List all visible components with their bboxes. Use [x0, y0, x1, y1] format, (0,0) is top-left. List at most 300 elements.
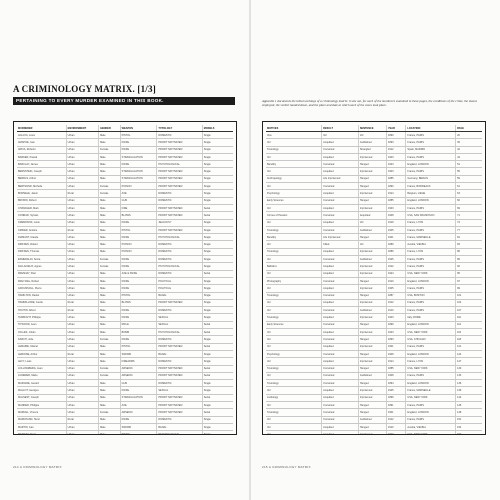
table-cell: Ballistics — [266, 263, 322, 269]
table-cell: Early Sciences — [266, 198, 322, 204]
table-cell: KNIFE — [121, 234, 158, 240]
table-cell: Guillotined — [359, 307, 387, 313]
table-cell: POLITICAL — [157, 285, 202, 291]
table-cell: Single — [203, 418, 211, 422]
table-cell: CREMONINI, Louis — [17, 220, 67, 226]
table-cell: Rural — [67, 417, 99, 423]
table-cell: Belgium, LIEGE — [406, 190, 456, 196]
table-cell: KNIFE — [121, 336, 158, 342]
table-cell: ARFIA, Roberto — [17, 147, 67, 153]
table-cell: Single — [203, 133, 211, 137]
table-row — [17, 139, 233, 146]
table-cell: Urban — [67, 293, 99, 299]
table-cell: Convicted — [322, 366, 359, 372]
table-cell: Vol — [266, 139, 322, 145]
table-row — [266, 205, 482, 212]
table-cell: Male — [99, 176, 121, 182]
table-cell: Acquitted — [322, 300, 359, 306]
table-header — [266, 125, 482, 132]
table-cell: Vol — [266, 358, 322, 364]
table-cell: Vol — [266, 271, 322, 277]
table-cell: 92 — [457, 264, 460, 268]
table-row — [266, 278, 482, 285]
table-cell: Guillotined — [359, 417, 387, 423]
table-cell: PROFIT MOTIVATED — [157, 154, 202, 160]
table-row — [17, 322, 233, 329]
table-cell: 1903 — [387, 154, 406, 160]
table-cell: Killed — [322, 241, 359, 247]
table-cell: BORSELE, Jason — [17, 190, 67, 196]
table-cell: 1893 — [387, 336, 406, 342]
table-row — [17, 417, 233, 424]
table-cell: CHANDLER, Mark — [17, 205, 67, 211]
table-row — [266, 366, 482, 373]
table-cell: Early Sciences — [266, 322, 322, 328]
table-cell: Urban — [67, 183, 99, 189]
table-cell: Single — [203, 352, 211, 356]
table-cell: DRIFFEN, Thomas — [17, 249, 67, 255]
table-cell: Vol — [359, 241, 387, 247]
table-cell: Rural — [67, 300, 99, 306]
table-cell: Urban — [67, 278, 99, 284]
table-cell: England, LONDON — [406, 409, 456, 415]
table-cell: Female — [99, 256, 121, 262]
table-cell: 89 — [457, 257, 460, 261]
table-row — [266, 234, 482, 241]
table-cell: MEISSAT, Henri — [17, 431, 67, 435]
table-cell: 1899 — [387, 395, 406, 401]
table-cell: Urban — [67, 198, 99, 204]
table-cell: Acquitted — [322, 205, 359, 211]
table-cell: Single — [203, 286, 211, 290]
table-cell: France, BORDEAUX — [406, 183, 456, 189]
table-row — [266, 212, 482, 219]
table-cell: Male — [99, 351, 121, 357]
table-cell: Psychology — [266, 190, 322, 196]
table-cell: PROFIT MOTIVATED — [157, 147, 202, 153]
table-cell: DOMESTIC — [157, 241, 202, 247]
table-cell: 110 — [457, 316, 462, 320]
table-cell: Male — [99, 139, 121, 145]
table-cell: Male — [99, 417, 121, 423]
table-cell: AMAPOE, Ivan — [17, 139, 67, 145]
table-cell: HAMMILLORE, Cecile — [17, 300, 67, 306]
table-cell: Psychology — [266, 351, 322, 357]
table-cell: 118 — [457, 337, 462, 341]
table-cell: Single — [203, 301, 211, 305]
table-cell: PISTOL — [121, 344, 158, 350]
table-cell: Spain, MADRID — [406, 147, 456, 153]
table-cell: Single — [203, 243, 211, 247]
table-cell: Single — [203, 235, 211, 239]
table-cell: Acquitted — [322, 271, 359, 277]
table-cell: 151 — [457, 418, 462, 422]
table-cell: KNIFE — [121, 314, 158, 320]
table-cell: Vol — [266, 285, 322, 291]
table-cell: Imprisoned — [359, 190, 387, 196]
table-cell: Male — [99, 314, 121, 320]
table-cell: HOUTIN, Alfred — [17, 307, 67, 313]
column-header: MOTIVES — [266, 125, 322, 131]
table-cell: Germany, BERLIN — [406, 176, 456, 182]
table-cell: Hanged — [359, 198, 387, 204]
table-row — [17, 147, 233, 154]
column-header: ENVIRONMENT — [67, 125, 99, 131]
table-cell: 1925 — [387, 387, 406, 393]
table-cell: KARCH, Julie — [17, 336, 67, 342]
table-cell: 1912 — [387, 300, 406, 306]
table-row — [266, 249, 482, 256]
table-cell: PROFIT MOTIVATED — [157, 373, 202, 379]
table-row — [266, 344, 482, 351]
table-cell: Acquitted — [322, 139, 359, 145]
table-cell: Convicted — [322, 198, 359, 204]
table-cell: France, PARIS — [406, 256, 456, 262]
table-cell: Female — [99, 409, 121, 415]
table-cell: USA, CHICAGO — [406, 336, 456, 342]
table-row — [266, 373, 482, 380]
table-cell: 63 — [457, 192, 460, 196]
table-cell: 1910 — [387, 307, 406, 313]
table-cell: Vol — [266, 154, 322, 160]
table-cell: Male — [99, 198, 121, 204]
table-cell: 145 — [457, 403, 462, 407]
table-cell: Male — [99, 168, 121, 174]
table-cell: Hanged — [359, 424, 387, 430]
table-cell: 81 — [457, 235, 460, 239]
table-cell: Vol — [266, 220, 322, 226]
table-cell: Single — [203, 199, 211, 203]
table-cell: England, LONDON — [406, 278, 456, 284]
table-cell: France, PARIS — [406, 139, 456, 145]
table-cell: USA, SAN FRANCISCO — [406, 212, 456, 218]
table-cell: LEVY, Louis — [17, 358, 67, 364]
table-cell: PROFIT MOTIVATED — [157, 183, 202, 189]
table-cell: Single — [203, 221, 211, 225]
table-cell: Urban — [67, 373, 99, 379]
table-cell: Male — [99, 220, 121, 226]
table-cell: 59 — [457, 177, 460, 181]
table-cell: Toxicology — [266, 147, 322, 153]
table-cell: Female — [99, 263, 121, 269]
table-cell: Convicted — [322, 351, 359, 357]
table-cell: POISON — [121, 183, 158, 189]
table-cell: Urban — [67, 263, 99, 269]
table-row — [17, 285, 233, 292]
table-cell: Banditry — [266, 161, 322, 167]
table-cell: MARCHAND, Henri — [17, 417, 67, 423]
table-cell: Male — [99, 278, 121, 284]
table-cell: 1901 — [387, 234, 406, 240]
table-cell: Male — [99, 293, 121, 299]
table-cell: Male — [99, 431, 121, 435]
table-cell: Single — [203, 257, 211, 261]
table-cell: 1908 — [387, 351, 406, 357]
table-cell: POISON — [121, 241, 158, 247]
table-row — [17, 154, 233, 161]
table-cell: Imprisoned — [359, 358, 387, 364]
table-cell: Acquitted — [322, 431, 359, 435]
table-cell: Urban — [67, 256, 99, 262]
table-cell: LOLLINGBERG, Jean — [17, 366, 67, 372]
table-row — [266, 132, 482, 139]
table-row — [266, 241, 482, 248]
table-cell: 154 — [457, 425, 462, 429]
table-row — [17, 314, 233, 321]
table-cell: Acquitted — [322, 249, 359, 255]
table-cell: Acquitted — [322, 329, 359, 335]
column-header: PAGE — [457, 126, 464, 130]
table-row — [266, 380, 482, 387]
table-cell: MALSEST, Joseph — [17, 395, 67, 401]
table-cell: CONRAD, Sylvain — [17, 212, 67, 218]
table-cell: 1919 — [387, 220, 406, 226]
table-cell: BARCLAY, James — [17, 161, 67, 167]
table-cell: BLOWS — [121, 212, 158, 218]
table-cell: Hanged — [359, 293, 387, 299]
table-cell: Anthropology — [266, 176, 322, 182]
table-row — [17, 424, 233, 431]
table-row — [17, 183, 233, 190]
table-cell: Vol — [266, 424, 322, 430]
table-cell: Serial — [203, 374, 211, 378]
table-cell: USA, BOSTON — [406, 293, 456, 299]
table-cell: Male — [99, 212, 121, 218]
table-cell: Single — [203, 162, 211, 166]
table-row — [266, 220, 482, 227]
table-row — [266, 409, 482, 416]
table-row — [266, 285, 482, 292]
table-cell: 104 — [457, 301, 462, 305]
table-cell: 44 — [457, 155, 460, 159]
table-cell: MAINGRE, Gerard — [17, 380, 67, 386]
table-cell: PISTOL — [121, 227, 158, 233]
table-cell: PROFIT MOTIVATED — [157, 409, 202, 415]
table-cell: Guillotined — [359, 256, 387, 262]
table-cell: 1901 — [387, 344, 406, 350]
table-cell: Urban — [67, 168, 99, 174]
table-cell: Rural — [67, 307, 99, 313]
table-cell: 1925 — [387, 256, 406, 262]
table-cell: Male — [99, 322, 121, 328]
column-header: MURDERER — [17, 125, 67, 131]
table-cell: Austria, VIENNA — [406, 424, 456, 430]
table-cell: 99 — [457, 286, 460, 290]
table-cell: ARSENIC — [121, 366, 158, 372]
table-cell: 1887 — [387, 293, 406, 299]
table-cell: LUDERER, Marie — [17, 373, 67, 379]
table-cell: Hanged — [359, 176, 387, 182]
table-cell: JEALOUSY — [157, 220, 202, 226]
table-cell: 1890 — [387, 132, 406, 138]
table-cell: AXE — [121, 190, 158, 196]
table-cell: Acquitted — [322, 344, 359, 350]
table-row — [17, 366, 233, 373]
table-cell: Urban — [67, 344, 99, 350]
table-cell: 42 — [457, 148, 460, 152]
table-cell: Acquitted — [359, 212, 387, 218]
table-cell: Hanged — [359, 234, 387, 240]
table-row — [17, 249, 233, 256]
table-cell: France, PARIS — [406, 402, 456, 408]
table-cell: 1908 — [387, 212, 406, 218]
table-cell: DRIFFEN, Robert — [17, 241, 67, 247]
table-cell: Hanged — [359, 380, 387, 386]
table-cell: HYWOOD, Jean — [17, 322, 67, 328]
table-cell: 74 — [457, 221, 460, 225]
table-cell: Imprisoned — [359, 329, 387, 335]
table-row — [17, 336, 233, 343]
table-cell: 1889 — [387, 241, 406, 247]
table-cell: Serial — [203, 323, 211, 327]
table-row — [17, 329, 233, 336]
table-cell: Vol — [359, 132, 387, 138]
table-cell: 121 — [457, 345, 462, 349]
table-cell: Single — [203, 294, 211, 298]
table-row — [266, 154, 482, 161]
table-cell: France, LYON — [406, 358, 456, 364]
table-cell: Imprisoned — [359, 285, 387, 291]
table-row — [266, 322, 482, 329]
table-cell: France, PARIS — [406, 154, 456, 160]
table-cell: Acquitted — [322, 220, 359, 226]
table-cell: Acquitted — [322, 387, 359, 393]
table-cell: POISON — [121, 249, 158, 255]
table-cell: 97 — [457, 279, 460, 283]
table-cell: Urban — [67, 147, 99, 153]
table-cell: Guillotined — [359, 227, 387, 233]
column-header: TYPOLOGY — [157, 125, 202, 131]
table-cell: 1914 — [387, 358, 406, 364]
table-cell: USA, NEW YORK — [406, 395, 456, 401]
left-page-footer: 214 A CRIMINOLOGY MATRIX — [13, 465, 62, 469]
table-cell: USA, NEW YORK — [406, 329, 456, 335]
table-cell: Male — [99, 205, 121, 211]
table-cell: France, PARIS — [406, 263, 456, 269]
table-cell: DOMESTIC — [157, 198, 202, 204]
table-cell: Convicted — [322, 227, 359, 233]
table-cell: STRANGULATION — [121, 395, 158, 401]
table-cell: Toxicology — [266, 293, 322, 299]
table-cell: 142 — [457, 396, 462, 400]
table-cell: Vol — [266, 344, 322, 350]
table-cell: Male — [99, 387, 121, 393]
table-cell: BANAL — [157, 293, 202, 299]
table-cell: Convicted — [322, 402, 359, 408]
table-cell: BERRLS, Arthur — [17, 176, 67, 182]
table-row — [17, 161, 233, 168]
table-cell: USA, NEW YORK — [406, 366, 456, 372]
table-cell: Single — [203, 192, 211, 196]
table-cell: 124 — [457, 352, 462, 356]
table-cell: Serial — [203, 213, 211, 217]
column-header: RESULT — [322, 125, 359, 131]
table-cell: HAMILTON, Daniel — [17, 293, 67, 299]
table-cell: MARTIN, Ivan — [17, 424, 67, 430]
table-cell: SEXUAL — [157, 314, 202, 320]
table-row — [266, 336, 482, 343]
table-row — [266, 161, 482, 168]
table-cell: MANDER, Philippe — [17, 402, 67, 408]
table-cell: Lividology — [266, 395, 322, 401]
table-row — [266, 147, 482, 154]
table-cell: MALLOT, Georges — [17, 387, 67, 393]
table-cell: SWORD — [121, 424, 158, 430]
table-cell: Acquitted — [322, 168, 359, 174]
table-cell: Single — [203, 403, 211, 407]
table-cell: PSYCHOLOGICAL — [157, 263, 202, 269]
table-cell: Male — [99, 395, 121, 401]
table-cell: KNIFE — [121, 307, 158, 313]
table-cell: 1890 — [387, 183, 406, 189]
table-cell: Female — [99, 373, 121, 379]
table-cell: Serial — [203, 345, 211, 349]
table-cell: Banditry — [266, 234, 322, 240]
column-header: SENTENCE — [359, 125, 387, 131]
table-cell: Male — [99, 154, 121, 160]
case-table — [262, 121, 486, 435]
table-cell: France, PARIS — [406, 373, 456, 379]
table-cell: Urban — [67, 314, 99, 320]
table-cell: AGLAYA, Louis — [17, 132, 67, 138]
table-cell: 1899 — [387, 322, 406, 328]
table-cell: 77 — [457, 228, 460, 232]
table-cell: KNIFE — [121, 220, 158, 226]
table-cell: Acquitted — [322, 285, 359, 291]
table-cell: Urban — [67, 409, 99, 415]
table-cell: 51 — [457, 162, 460, 166]
table-cell: Urban — [67, 176, 99, 182]
table-cell: Photography — [266, 278, 322, 284]
table-cell: Single — [203, 228, 211, 232]
table-cell: Hanged — [359, 336, 387, 342]
table-cell: France, MARSEILLE — [406, 234, 456, 240]
table-cell: Crimes of Passion — [266, 212, 322, 218]
table-cell: SEXUAL — [157, 322, 202, 328]
table-cell: 1894 — [387, 380, 406, 386]
table-cell: France, LYON — [406, 249, 456, 255]
table-cell: LEMAIRE, Marcel — [17, 344, 67, 350]
table-cell: Vol — [266, 183, 322, 189]
table-cell: Urban — [67, 212, 99, 218]
table-cell: Urban — [67, 139, 99, 145]
table-cell: PSYCHOLOGICAL — [157, 329, 202, 335]
table-cell: Imprisoned — [359, 314, 387, 320]
table-cell: Male — [99, 132, 121, 138]
table-cell: CRIDER, Antoine — [17, 227, 67, 233]
table-cell: 139 — [457, 389, 462, 393]
table-cell: 1885 — [387, 176, 406, 182]
table-row — [17, 205, 233, 212]
table-cell: Urban — [67, 380, 99, 386]
table-cell: Vol — [359, 220, 387, 226]
table-cell: KNIFE — [121, 147, 158, 153]
table-cell: Male — [99, 300, 121, 306]
table-cell: POLITICAL — [157, 278, 202, 284]
table-cell: PROFIT MOTIVATED — [157, 402, 202, 408]
table-cell: PROFIT MOTIVATED — [157, 205, 202, 211]
table-row — [266, 300, 482, 307]
table-cell: 148 — [457, 410, 462, 414]
table-cell: Female — [99, 183, 121, 189]
table-cell: Vice — [266, 132, 322, 138]
table-cell: KNIFE — [121, 139, 158, 145]
table-cell: Serial — [203, 330, 211, 334]
table-row — [17, 344, 233, 351]
table-cell: Male — [99, 424, 121, 430]
table-cell: DOMESTIC — [157, 249, 202, 255]
table-cell: Urban — [67, 249, 99, 255]
